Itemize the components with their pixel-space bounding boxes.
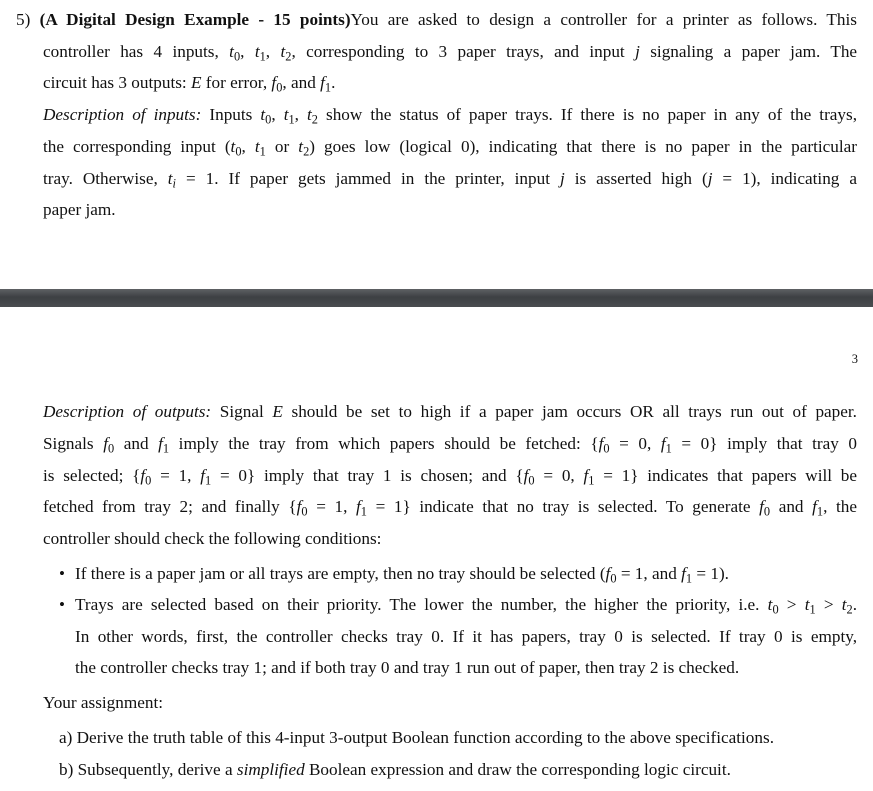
text-run: a) Derive the truth table of this 4-input 3-output Boolean function according to the above specifications.	[59, 728, 774, 747]
outputs-line-2	[43, 433, 857, 457]
math-symbol: 2	[285, 49, 292, 64]
text-run: = 1,	[151, 466, 201, 485]
math-symbol: t	[841, 595, 847, 614]
math-symbol: 1	[588, 473, 595, 488]
text-run: is selected; {	[43, 466, 141, 485]
text-run: ) goes low (logical 0), indicating that there is no paper in the particular	[309, 137, 857, 156]
text-run: = 0,	[534, 466, 584, 485]
math-symbol: f	[759, 497, 764, 516]
text-run: , and	[282, 73, 321, 92]
math-symbol: ,	[265, 42, 281, 61]
math-symbol: 0	[301, 504, 308, 519]
math-symbol: t	[254, 137, 260, 156]
bullet-1-line-1	[75, 563, 729, 587]
problem-number: 5)	[16, 10, 31, 29]
math-symbol: t	[283, 105, 289, 124]
math-symbol: j	[559, 169, 565, 188]
text-run: and	[770, 497, 813, 516]
text-run: = 1), indicating a	[712, 169, 857, 188]
math-symbol: ,	[294, 105, 308, 124]
math-symbol: t	[280, 42, 286, 61]
problem-line-1	[16, 9, 857, 33]
math-symbol: f	[681, 564, 686, 583]
text-run: Signals	[43, 434, 104, 453]
bullet-2-line-2	[75, 626, 857, 650]
text-run: b) Subsequently, derive a	[59, 760, 237, 779]
math-symbol: E	[272, 402, 283, 421]
text-run: show the status of paper trays. If there is no paper in any of the trays,	[317, 105, 858, 124]
math-symbol: f	[812, 497, 817, 516]
text-run: = 1).	[692, 564, 729, 583]
math-symbol: f	[296, 497, 302, 516]
math-symbol: t	[229, 42, 234, 61]
math-symbol: 0	[603, 441, 610, 456]
math-symbol: 0	[528, 473, 535, 488]
math-symbol: f	[320, 73, 325, 92]
text-run: paper jam.	[43, 200, 116, 219]
text-run: , corresponding to 3 paper trays, and input	[291, 42, 636, 61]
text-run: or	[265, 137, 299, 156]
math-symbol: 1	[162, 441, 170, 456]
math-symbol: f	[356, 497, 361, 516]
math-symbol: 1	[665, 441, 672, 456]
inputs-label: Description of inputs:	[43, 105, 202, 124]
math-symbol: 1	[205, 473, 212, 488]
math-symbol: j	[635, 42, 640, 61]
page-number: 3	[851, 352, 858, 366]
text-run: for error,	[201, 73, 272, 92]
page-separator	[0, 289, 873, 307]
text-run: should be set to high if a paper jam occurs OR all trays run out of paper.	[282, 402, 857, 421]
text-run: Inputs	[201, 105, 261, 124]
inputs-line-2	[43, 136, 857, 160]
text-run: signaling a paper jam. The	[639, 42, 858, 61]
text-run: , the	[823, 497, 857, 516]
text-run: .	[852, 595, 857, 614]
math-symbol: 0	[772, 602, 779, 617]
text-run: = 1, and	[616, 564, 682, 583]
text-run: Your assignment:	[43, 693, 164, 712]
math-symbol: j	[707, 169, 713, 188]
text-run: tray. Otherwise,	[43, 169, 168, 188]
text-run: You are asked to design a controller for a printer as follows. This	[350, 10, 857, 29]
text-run: If there is a paper jam or all trays are empty, then no tray should be selected (	[75, 564, 606, 583]
text-run: Signal	[211, 402, 273, 421]
math-symbol: f	[523, 466, 529, 485]
text-run: .	[331, 73, 336, 92]
assignment-item-a	[59, 727, 774, 751]
math-symbol: i	[172, 176, 176, 191]
math-symbol: 0	[235, 144, 242, 159]
outputs-line-1	[43, 401, 857, 425]
outputs-line-5	[43, 528, 381, 552]
assignment-label	[43, 692, 163, 716]
math-symbol: 2	[846, 602, 853, 617]
math-symbol: 0	[763, 504, 771, 519]
math-symbol: 0	[610, 571, 617, 586]
math-symbol: 0	[276, 80, 283, 95]
math-symbol: 0	[145, 473, 152, 488]
text-run: = 0,	[609, 434, 661, 453]
math-symbol: 2	[303, 144, 310, 159]
text-run: imply the tray from which papers should be fetched: {	[169, 434, 599, 453]
text-run: circuit has 3 outputs:	[43, 73, 191, 92]
text-run: Trays are selected based on their priority. The lower the number, the higher the priority, i.e.	[75, 595, 768, 614]
math-symbol: f	[598, 434, 604, 453]
math-symbol: f	[158, 434, 163, 453]
math-symbol: 0	[265, 112, 272, 127]
math-symbol: 1	[360, 504, 367, 519]
problem-title: (A Digital Design Example - 15 points)	[39, 10, 351, 29]
text-run: = 0} imply that tray 0	[671, 434, 857, 453]
math-symbol: f	[605, 564, 611, 583]
text-run: the controller checks tray 1; and if both tray 0 and tray 1 run out of paper, then tray 2 is checked.	[75, 658, 740, 677]
text-run: fetched from tray 2; and finally {	[43, 497, 297, 516]
bullet-2-marker: •	[59, 595, 65, 614]
math-symbol: 0	[107, 441, 115, 456]
math-symbol: 1	[685, 571, 693, 586]
text-run: In other words, first, the controller checks tray 0. If it has papers, tray 0 is selected. If tray 0 is empty,	[75, 627, 857, 646]
problem-line-3	[43, 72, 335, 96]
math-symbol: ,	[240, 42, 255, 61]
assignment-item-b	[59, 759, 731, 783]
math-symbol: 1	[259, 49, 266, 64]
math-symbol: ,	[241, 137, 255, 156]
math-symbol: f	[140, 466, 146, 485]
math-symbol: f	[583, 466, 589, 485]
math-symbol: 1	[288, 112, 295, 127]
inputs-line-4	[43, 199, 116, 223]
bullet-2-line-1	[75, 594, 857, 618]
text-run: >	[815, 595, 842, 614]
text-run: = 1,	[307, 497, 356, 516]
text-run: = 0} imply that tray 1 is chosen; and {	[211, 466, 524, 485]
text-run: controller should check the following conditions:	[43, 529, 382, 548]
math-symbol: f	[271, 73, 277, 92]
math-symbol: t	[230, 137, 236, 156]
math-symbol: 1	[324, 80, 332, 95]
math-symbol: E	[190, 73, 202, 92]
math-symbol: 1	[259, 144, 266, 159]
text-run: = 1} indicate that no tray is selected. To generate	[366, 497, 760, 516]
text-run: >	[778, 595, 805, 614]
text-run: and	[114, 434, 159, 453]
outputs-line-3	[43, 465, 857, 489]
text-run: is asserted high (	[564, 169, 708, 188]
math-symbol: 1	[809, 602, 816, 617]
math-symbol: ,	[271, 105, 284, 124]
text-run: = 1. If paper gets jammed in the printer, input	[176, 169, 560, 188]
math-symbol: t	[298, 137, 304, 156]
bullet-1-marker: •	[59, 564, 65, 583]
math-symbol: t	[307, 105, 312, 124]
emphasis-simplified: simplified	[236, 760, 305, 779]
math-symbol: t	[254, 42, 260, 61]
problem-line-2	[43, 41, 857, 65]
math-symbol: t	[260, 105, 266, 124]
math-symbol: f	[103, 434, 108, 453]
inputs-line-1	[43, 104, 857, 128]
outputs-line-4	[43, 496, 857, 520]
math-symbol: f	[200, 466, 206, 485]
math-symbol: t	[767, 595, 773, 614]
text-run: = 1} indicates that papers will be	[594, 466, 858, 485]
math-symbol: 1	[816, 504, 824, 519]
math-symbol: 2	[311, 112, 318, 127]
text-run: controller has 4 inputs,	[43, 42, 230, 61]
math-symbol: t	[167, 169, 173, 188]
bullet-2-line-3	[75, 657, 739, 681]
outputs-label: Description of outputs:	[43, 402, 212, 421]
inputs-line-3	[43, 168, 857, 192]
text-run: the corresponding input (	[43, 137, 231, 156]
math-symbol: 0	[233, 49, 241, 64]
math-symbol: f	[660, 434, 666, 453]
math-symbol: t	[804, 595, 810, 614]
text-run: Boolean expression and draw the corresponding logic circuit.	[304, 760, 731, 779]
